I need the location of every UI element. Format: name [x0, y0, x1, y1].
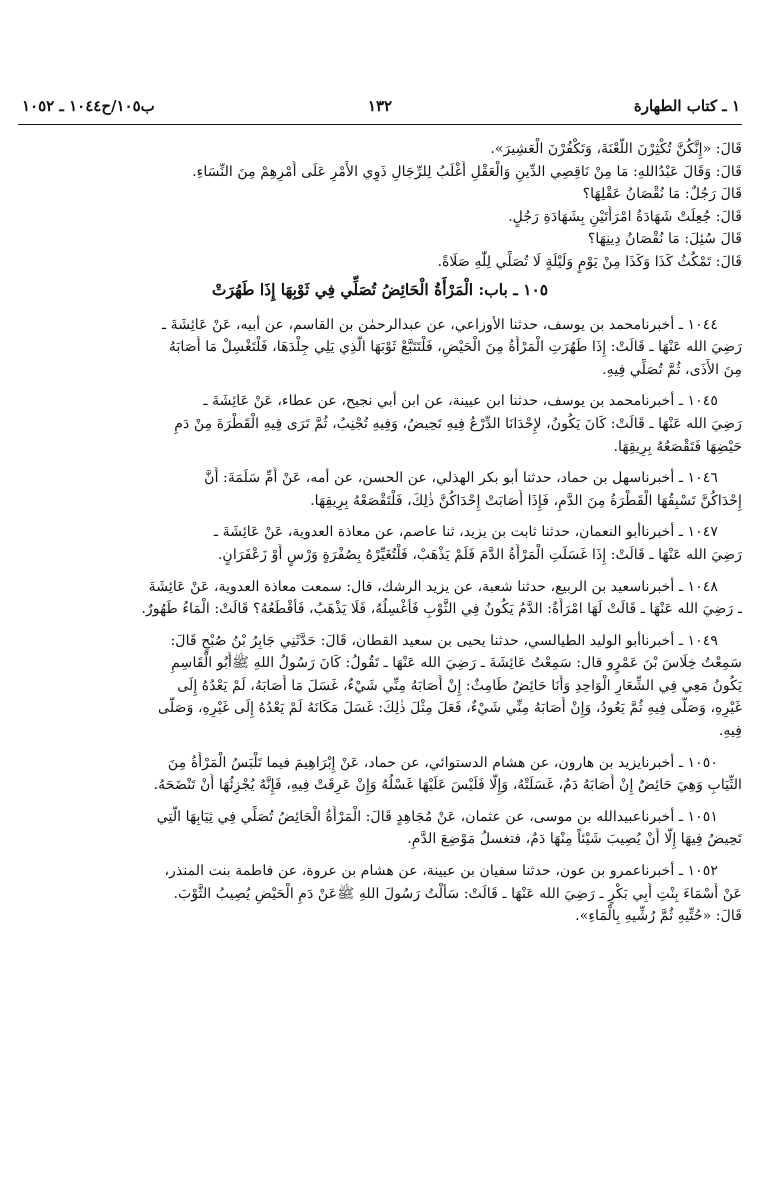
hadith-range-reference: ب١٠٥/ح١٠٤٤ ـ ١٠٥٢: [22, 97, 155, 115]
hadith-line: مِنَ الأَذَى، ثُمَّ تُصَلِّي فِيهِ.: [602, 361, 742, 378]
hadith-line: ١٠٤٩ ـ أخبرناأبو الوليد الطيالسي، حدثنا يحيى بن سعيد القطان، قَالَ: حَدَّثَنِي جَابِرُ بْنُ صُبْحٍ قَالَ:: [170, 632, 718, 649]
hadith-line: ١٠٥١ ـ أخبرناعبيدالله بن موسى، عن عثمان، عَنْ مُجَاهِدٍ قَالَ: الْمَرْأَةُ الْحَائِضُ تُصَلِّي فِي ثِيَابِهَا الَّتِي: [156, 808, 718, 825]
page-number: ١٣٢: [367, 97, 393, 115]
hadith-line: ١٠٤٦ ـ أخبرناسهل بن حماد، حدثنا أبو بكر الهذلي، عن الحسن، عن أمه، عَنْ أُمِّ سَلَمَةَ: أَنَّ: [204, 470, 718, 487]
hadith-1052: [18, 860, 742, 928]
hadith-1048: [18, 576, 742, 621]
intro-line: قَالَ سُئِلَ: مَا نُقْصَانُ دِينِهَا؟: [587, 231, 742, 248]
hadith-line: غَيْرِهِ، وَصَلَّى فِيهِ ثُمَّ يَعُودُ، وَإِنْ أَصَابَهُ مِنِّي شَيْءٌ، فَعَلَ مِثْلَ ذٰلِكَ: غَسَلَ مَكَانَهُ لَمْ يَعْدُهُ إِلَى غَيْرِهِ، وَصَلَّى: [158, 700, 742, 717]
hadith-1047: [18, 521, 742, 566]
intro-line: قَالَ: وَقَالَ عَبْدُاللهِ: مَا مِنْ نَاقِصِي الدِّينِ وَالْعَقْلِ أَغْلَبُ لِلرِّجَالِ ذَوِي الأَمْرِ عَلَى أَمْرِهِمْ مِنَ النِّسَاءِ.: [192, 163, 742, 180]
hadith-line: ١٠٤٤ ـ أخبرنامحمد بن يوسف، حدثنا الأوزاعي، عن عبدالرحمٰن بن القاسم، عن أبيه، عَنْ عَائِشَةَ ـ: [161, 316, 718, 333]
intro-line: قَالَ رَجُلٌ: مَا نُقْصَانُ عَقْلِهَا؟: [582, 186, 742, 203]
hadith-line: رَضِيَ الله عَنْهَا ـ قَالَتْ: كَانَ يَكُونُ، لإِحْدَانَا الدِّرْعُ فِيهِ تَحِيضُ، وَفِيهِ تُجْنِبُ، ثُمَّ تَرَى فِيهِ الْقَطْرَةَ مِنْ دَمِ: [174, 415, 742, 432]
hadith-line: يَكُونُ مَعِي فِي الشِّعَارِ الْوَاحِدِ وَأَنَا حَائِضٌ طَامِثٌ: إِنْ أَصَابَهُ مِنِّي شَيْءٌ، غَسَلَ مَا أَصَابَهُ، لَمْ يَعْدُهُ إِلَى: [177, 677, 742, 694]
hadith-line: سَمِعْتُ خِلَاسَ بْنَ عَمْرٍو قال: سَمِعْتُ عَائِشَةَ ـ رَضِيَ الله عَنْهَا ـ تَقُولُ: كَانَ رَسُولُ اللهِ ﷺأَبُو الْقَاسِمِ: [171, 655, 742, 672]
hadith-line: رَضِيَ الله عَنْهَا ـ قَالَتْ: إِذَا طَهُرَتِ الْمَرْأَةُ مِنَ الْحَيْضِ، فَلْتَتَبَّعْ ثَوْبَهَا الَّذِي يَلِي جِلْدَهَا، فَلْتَغْسِلْ مَا أَصَابَهُ: [168, 339, 742, 356]
hadith-line: عَنْ أَسْمَاءَ بِنْتِ أَبِي بَكْرٍ ـ رَضِيَ الله عَنْهَا ـ قَالَتْ: سَأَلْتُ رَسُولَ اللهِ ﷺعَنْ دَمِ الْحَيْضِ يُصِيبُ الثَّوْبَ.: [173, 885, 742, 902]
hadith-1051: [18, 806, 742, 851]
hadith-line: إِحْدَاكُنَّ تَسْبِقُهَا الْقَطْرَةُ مِنَ الدَّمِ، فَإِذَا أَصَابَتْ إِحْدَاكُنَّ ذٰلِكَ، فَلْتَقْصَعْهُ بِرِيقِهَا.: [310, 492, 742, 509]
header-divider: [18, 124, 742, 125]
hadith-line: فِيهِ.: [718, 723, 742, 740]
section-title: ١ ـ كتاب الطهارة: [633, 97, 740, 115]
hadith-line: ـ رَضِيَ الله عَنْهَا ـ قَالَتْ لَهَا امْرَأَةٌ: الدَّمُ يَكُونُ فِي الثَّوْبِ فَأَغْسِلُهُ، فَلَا يَذْهَبُ، فَأَقْطَعُهُ؟ قَالَتْ: الْمَاءُ طَهُورٌ.: [141, 601, 742, 618]
hadith-1045: [18, 390, 742, 458]
hadith-line: قَالَ: «حُتِّيهِ ثُمَّ رُشِّيهِ بِالْمَاءِ».: [575, 908, 742, 925]
hadith-1046: [18, 467, 742, 512]
running-header: [18, 14, 742, 115]
hadith-1044: [18, 314, 742, 382]
chapter-title: ١٠٥ ـ باب: الْمَرْأَةُ الْحَائِضُ تُصَلِّي فِي ثَوْبِهَا إِذَا طَهُرَتْ: [211, 279, 549, 299]
book-page: [18, 14, 742, 1184]
intro-line: قَالَ: جُعِلَتْ شَهَادَةُ امْرَأَتَيْنِ بِشَهَادَةِ رَجُلٍ.: [508, 208, 742, 225]
hadith-line: ١٠٤٧ ـ أخبرناأبو النعمان، حدثنا ثابت بن يزيد، ثنا عاصم، عن معاذة العدوية، عَنْ عَائِشَةَ ـ: [213, 524, 718, 541]
intro-line: قَالَ: تَمْكُثُ كَذَا وَكَذَا مِنْ يَوْمٍ وَلَيْلَةٍ لَا تُصَلِّي لِلّٰهِ صَلَاةً.: [437, 253, 742, 270]
intro-block: [18, 138, 742, 274]
hadith-1049: [18, 630, 742, 743]
hadith-line: الثِّيَابِ وَهِيَ حَائِضٌ إِنْ أَصَابَهُ دَمٌ، غَسَلَتْهُ، وَإِلَّا فَلَيْسَ عَلَيْهَا غَسْلُهُ وَإِنْ عَرِقَتْ فِيهِ، فَإِنَّهُ يُجْزِئُهَا أَنْ تَنْضَحَهُ.: [153, 777, 742, 794]
hadith-1050: [18, 752, 742, 797]
hadith-line: ١٠٥٠ ـ أخبرنايزيد بن هارون، عن هشام الدستوائي، عن حماد، عَنْ إِبْرَاهِيمَ فيما تَلْبَسُ الْمَرْأَةُ مِنَ: [167, 754, 718, 771]
hadith-line: تَحِيضُ فِيهَا إِلَّا أَنْ يُصِيبَ شَيْئاً مِنْهَا دَمٌ، فتغسلُ مَوْضِعَ الدَّمِ.: [407, 831, 742, 848]
hadith-line: رَضِيَ الله عَنْهَا ـ قَالَتْ: إِذَا غَسَلَتِ الْمَرْأَةُ الدَّمَ فَلَمْ يَذْهَبْ، فَلْتُغَيِّرْهُ بِصُفْرَةٍ وَرْسٍ أَوْ زَعْفَرَانٍ.: [217, 546, 742, 563]
hadith-line: حَيْضِهَا فَتَقْصَعُهُ بِرِيقِهَا.: [613, 438, 742, 455]
hadith-line: ١٠٥٢ ـ أخبرناعمرو بن عون، حدثنا سفيان بن عيينة، عن هشام بن عروة، عن فاطمة بنت المنذر،: [164, 863, 718, 880]
hadith-line: ١٠٤٥ ـ أخبرنامحمد بن يوسف، حدثنا ابن عيينة، عن ابن أبي نجيح، عن عطاء، عَنْ عَائِشَةَ ـ: [203, 393, 718, 410]
intro-line: قَالَ: «إِنَّكُنَّ تُكْثِرْنَ اللَّعْنَةَ، وَتَكْفُرْنَ الْعَشِيرَ».: [490, 141, 742, 157]
page-body: [18, 138, 742, 928]
hadith-line: ١٠٤٨ ـ أخبرناسعيد بن الربيع، حدثنا شعبة، عن يزيد الرشك، قال: سمعت معاذة العدوية، عَنْ عَائِشَةَ: [148, 578, 718, 595]
